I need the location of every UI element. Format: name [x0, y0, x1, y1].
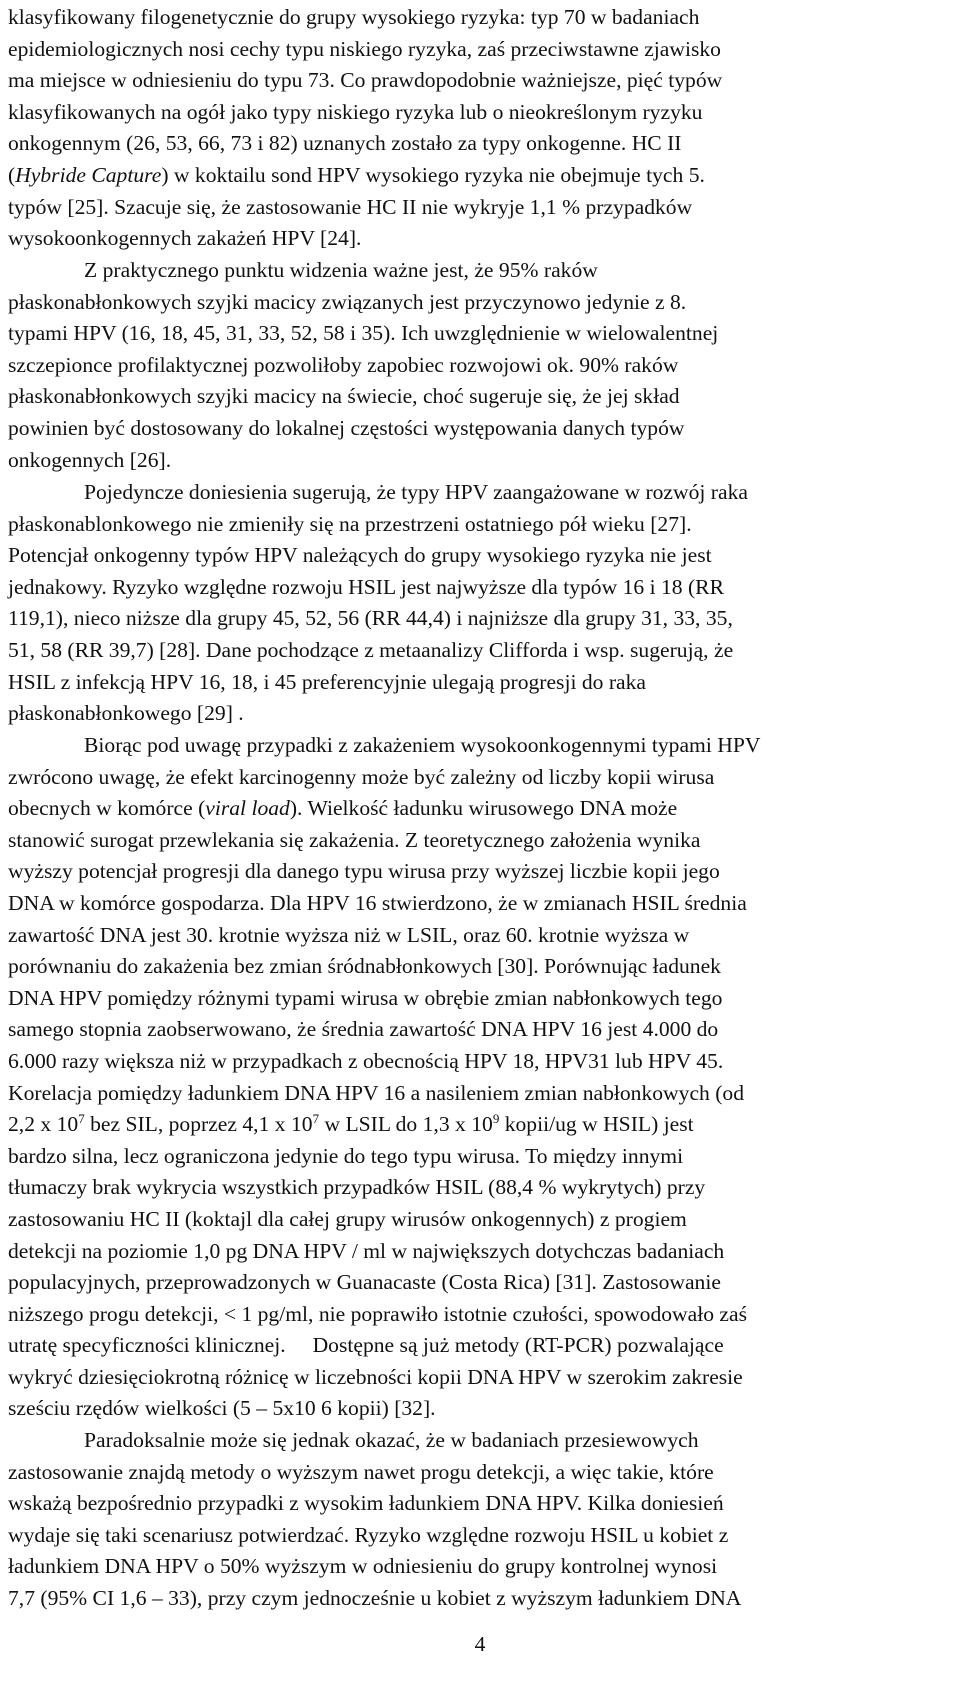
text-line: Z praktycznego punktu widzenia ważne jest, że 95% raków — [84, 258, 598, 282]
text-line: niższego progu detekcji, < 1 pg/ml, nie poprawiło istotnie czułości, spowodowało zaś — [8, 1301, 748, 1326]
text-segment: bez SIL, poprzez 4,1 x 10 — [84, 1112, 313, 1137]
text-line: szczepionce profilaktycznej pozwoliłoby zapobiec rozwojowi ok. 90% raków — [8, 352, 679, 377]
text-line: powinien być dostosowany do lokalnej częstości występowania danych typów — [8, 415, 685, 440]
text-line: 7,7 (95% CI 1,6 – 33), przy czym jednocześnie u kobiet z wyższym ładunkiem DNA — [8, 1585, 742, 1610]
text-line: płaskonablonkowego nie zmieniły się na przestrzeni ostatniego pół wieku [27]. — [8, 511, 692, 536]
text-line: wyższy potencjał progresji dla danego typu wirusa przy wyższej liczbie kopii jego — [8, 859, 720, 884]
text-line: stanowić surogat przewlekania się zakażenia. Z teoretycznego założenia wynika — [8, 827, 701, 852]
text-line: tłumaczy brak wykrycia wszystkich przypadków HSIL (88,4 % wykrytych) przy — [8, 1175, 706, 1200]
text-line: typów [25]. Szacuje się, że zastosowanie HC II nie wykryje 1,1 % przypadków — [8, 194, 693, 219]
paragraph-2 — [8, 255, 718, 476]
text-line: klasyfikowany filogenetycznie do grupy wysokiego ryzyka: typ 70 w badaniach — [8, 5, 700, 29]
text-segment: w LSIL do 1,3 x 10 — [319, 1112, 493, 1137]
superscript: 9 — [492, 1110, 500, 1126]
text-line-superscripts — [8, 1109, 760, 1141]
superscript: 7 — [78, 1110, 85, 1126]
text-line: 6.000 razy większa niż w przypadkach z obecnością HPV 18, HPV31 lub HPV 45. — [8, 1048, 724, 1073]
text-line: klasyfikowanych na ogół jako typy niskiego ryzyka lub o nieokreślonym ryzyku — [8, 99, 703, 124]
paragraph-4 — [8, 730, 760, 1425]
italic-term: Hybride Capture — [15, 162, 162, 187]
text-line: epidemiologicznych nosi cechy typu niskiego ryzyka, zaś przeciwstawne zjawisko — [8, 36, 721, 61]
text-line: jednakowy. Ryzyko względne rozwoju HSIL jest najwyższe dla typów 16 i 18 (RR — [8, 574, 724, 599]
text-line: samego stopnia zaobserwowano, że średnia zawartość DNA HPV 16 jest 4.000 do — [8, 1017, 719, 1042]
italic-term: viral load — [205, 796, 290, 821]
text-line: DNA w komórce gospodarza. Dla HPV 16 stwierdzono, że w zmianach HSIL średnia — [8, 890, 747, 915]
text-line: płaskonabłonkowych szyjki macicy na świecie, choć sugeruje się, że jej skład — [8, 384, 680, 409]
text-line: utratę specyficzności klinicznej. Dostępne są już metody (RT-PCR) pozwalające — [8, 1333, 724, 1358]
text-line: porównaniu do zakażenia bez zmian śródnabłonkowych [30]. Porównując ładunek — [8, 954, 721, 979]
text-segment: 2,2 x 10 — [8, 1112, 79, 1137]
paragraph-3 — [8, 477, 748, 730]
text-line: populacyjnych, przeprowadzonych w Guanacaste (Costa Rica) [31]. Zastosowanie — [8, 1270, 721, 1295]
text-segment: kopii/ug w HSIL) jest — [499, 1112, 694, 1137]
text-line: płaskonabłonkowego [29] . — [8, 701, 244, 726]
text-line: Paradoksalnie może się jednak okazać, że w badaniach przesiewowych — [84, 1428, 699, 1452]
text-line-viral-load: obecnych w komórce (viral load). Wielkość ładunku wirusowego DNA może — [8, 796, 678, 821]
text-line: onkogennych [26]. — [8, 447, 172, 472]
paragraph-5 — [8, 1425, 741, 1615]
page-number: 4 — [474, 1632, 486, 1656]
text-line: wydaje się taki scenariusz potwierdzać. Ryzyko względne rozwoju HSIL u kobiet z — [8, 1522, 729, 1547]
text-line: sześciu rzędów wielkości (5 – 5x10 6 kopii) [32]. — [8, 1396, 436, 1421]
text-line-hybride-capture: (Hybride Capture) w koktailu sond HPV wysokiego ryzyka nie obejmuje tych 5. — [8, 162, 705, 187]
text-line: 119,1), nieco niższe dla grupy 45, 52, 56 (RR 44,4) i najniższe dla grupy 31, 33, 35, — [8, 606, 733, 631]
text-line: wysokoonkogennych zakażeń HPV [24]. — [8, 226, 362, 251]
text-line: bardzo silna, lecz ograniczona jedynie do tego typu wirusa. To między innymi — [8, 1143, 684, 1168]
text-line: ładunkiem DNA HPV o 50% wyższym w odniesieniu do grupy kontrolnej wynosi — [8, 1554, 718, 1579]
text-line: onkogennym (26, 53, 66, 73 i 82) uznanych zostało za typy onkogenne. HC II — [8, 131, 682, 156]
text-line: 51, 58 (RR 39,7) [28]. Dane pochodzące z metaanalizy Clifforda i wsp. sugerują, że — [8, 637, 734, 662]
text-line: Potencjał onkogenny typów HPV należących do grupy wysokiego ryzyka nie jest — [8, 543, 712, 568]
superscript: 7 — [312, 1110, 320, 1126]
text-line: zawartość DNA jest 30. krotnie wyższa niż w LSIL, oraz 60. krotnie wyższa w — [8, 922, 690, 947]
text-line: Korelacja pomiędzy ładunkiem DNA HPV 16 a nasileniem zmian nabłonkowych (od — [8, 1080, 745, 1105]
text-line: typami HPV (16, 18, 45, 31, 33, 52, 58 i 35). Ich uwzględnienie w wielowalentnej — [8, 321, 719, 346]
text-line: płaskonabłonkowych szyjki macicy związanych jest przyczynowo jedynie z 8. — [8, 289, 687, 314]
text-line: DNA HPV pomiędzy różnymi typami wirusa w obrębie zmian nabłonkowych tego — [8, 985, 723, 1010]
text-line: zastosowanie znajdą metody o wyższym nawet progu detekcji, a więc takie, które — [8, 1459, 714, 1484]
text-line: wskażą bezpośrednio przypadki z wysokim ładunkiem DNA HPV. Kilka doniesień — [8, 1491, 724, 1516]
text-line: zastosowaniu HC II (koktajl dla całej grupy wirusów onkogennych) z progiem — [8, 1206, 687, 1231]
text-line: HSIL z infekcją HPV 16, 18, i 45 preferencyjnie ulegają progresji do raka — [8, 669, 647, 694]
text-line: ma miejsce w odniesieniu do typu 73. Co prawdopodobnie ważniejsze, pięć typów — [8, 68, 723, 93]
text-line: zwrócono uwagę, że efekt karcinogenny może być zależny od liczby kopii wirusa — [8, 764, 715, 789]
text-line: wykryć dziesięciokrotną różnicę w liczebności kopii DNA HPV w szerokim zakresie — [8, 1364, 743, 1389]
text-line: Pojedyncze doniesienia sugerują, że typy HPV zaangażowane w rozwój raka — [84, 480, 748, 504]
paragraph-1 — [8, 2, 722, 255]
text-line: Biorąc pod uwagę przypadki z zakażeniem wysokoonkogennymi typami HPV — [84, 733, 761, 757]
text-line: detekcji na poziomie 1,0 pg DNA HPV / ml w największych dotychczas badaniach — [8, 1238, 725, 1263]
